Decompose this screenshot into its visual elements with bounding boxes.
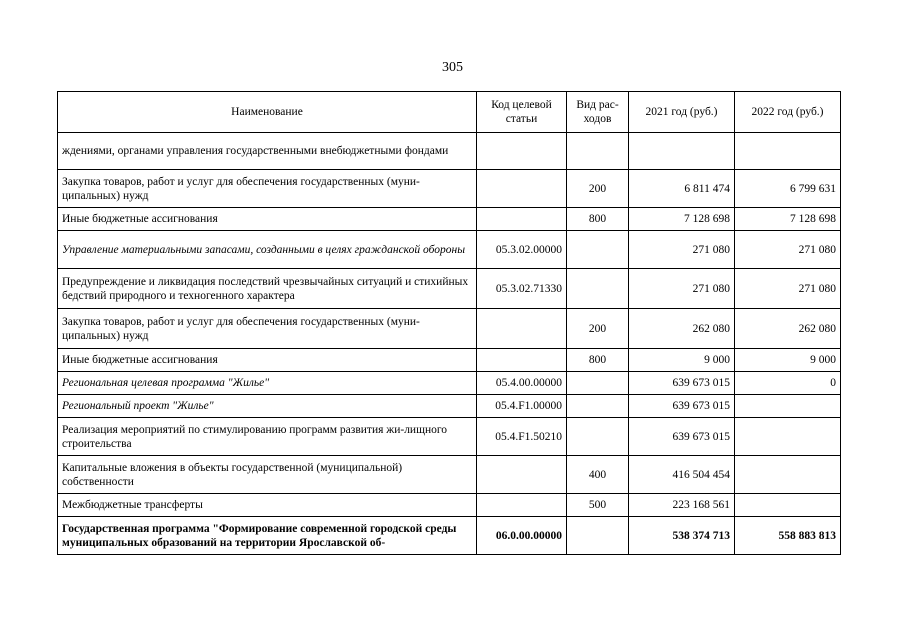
row-code: 05.3.02.00000 [477,231,567,269]
row-2022 [735,494,841,517]
row-2021: 538 374 713 [629,517,735,555]
row-name: Предупреждение и ликвидация последствий чрезвычайных ситуаций и стихийных бедствий природного и техногенного характера [58,269,477,309]
row-code [477,170,567,208]
budget-table [57,91,841,555]
row-kind [567,231,629,269]
row-name: Государственная программа "Формирование современной городской среды муниципальных образований на территории Ярославской об- [58,517,477,555]
row-2022: 558 883 813 [735,517,841,555]
table-row [58,208,841,231]
row-2021: 639 673 015 [629,395,735,418]
row-name: Управление материальными запасами, созданными в целях гражданской обороны [58,231,477,269]
header-name: Наименование [58,92,477,133]
row-2022 [735,418,841,456]
row-name: Реализация мероприятий по стимулированию программ развития жи-лищного строительства [58,418,477,456]
row-2022: 271 080 [735,269,841,309]
row-2021 [629,133,735,170]
row-kind [567,395,629,418]
row-2021: 416 504 454 [629,456,735,494]
row-name: Иные бюджетные ассигнования [58,349,477,372]
row-2022 [735,133,841,170]
row-kind: 800 [567,208,629,231]
row-code: 05.4.F1.50210 [477,418,567,456]
row-2021: 262 080 [629,309,735,349]
row-kind: 200 [567,309,629,349]
table-row [58,133,841,170]
row-code: 05.4.00.00000 [477,372,567,395]
row-2021: 7 128 698 [629,208,735,231]
row-code [477,349,567,372]
row-2022: 0 [735,372,841,395]
row-2022: 7 128 698 [735,208,841,231]
row-2021: 223 168 561 [629,494,735,517]
row-2021: 639 673 015 [629,418,735,456]
table-row [58,395,841,418]
row-kind [567,269,629,309]
row-name: Региональная целевая программа "Жилье" [58,372,477,395]
row-kind [567,517,629,555]
row-code [477,133,567,170]
row-2022 [735,395,841,418]
table-row [58,309,841,349]
row-2021: 271 080 [629,231,735,269]
row-2022: 262 080 [735,309,841,349]
row-kind: 400 [567,456,629,494]
row-code [477,309,567,349]
row-code [477,208,567,231]
row-code: 05.3.02.71330 [477,269,567,309]
row-kind: 500 [567,494,629,517]
header-kind: Вид рас-ходов [567,92,629,133]
table-row [58,494,841,517]
row-kind [567,372,629,395]
row-2021: 9 000 [629,349,735,372]
row-name: Капитальные вложения в объекты государственной (муниципальной) собственности [58,456,477,494]
row-2021: 6 811 474 [629,170,735,208]
table-row [58,170,841,208]
row-2021: 639 673 015 [629,372,735,395]
row-name: ждениями, органами управления государственными внебюджетными фондами [58,133,477,170]
header-2022: 2022 год (руб.) [735,92,841,133]
row-name: Закупка товаров, работ и услуг для обеспечения государственных (муни-ципальных) нужд [58,170,477,208]
row-2022: 9 000 [735,349,841,372]
row-name: Региональный проект "Жилье" [58,395,477,418]
row-name: Межбюджетные трансферты [58,494,477,517]
table-row [58,418,841,456]
row-code: 06.0.00.00000 [477,517,567,555]
header-2021: 2021 год (руб.) [629,92,735,133]
row-2021: 271 080 [629,269,735,309]
table-row [58,269,841,309]
header-code: Код целевой статьи [477,92,567,133]
row-kind: 800 [567,349,629,372]
table-row [58,517,841,555]
row-2022: 271 080 [735,231,841,269]
table-header-row [58,92,841,133]
row-kind [567,418,629,456]
row-2022 [735,456,841,494]
row-name: Закупка товаров, работ и услуг для обеспечения государственных (муни-ципальных) нужд [58,309,477,349]
row-name: Иные бюджетные ассигнования [58,208,477,231]
row-code [477,494,567,517]
table-row [58,372,841,395]
row-2022: 6 799 631 [735,170,841,208]
row-code [477,456,567,494]
table-row [58,231,841,269]
row-kind: 200 [567,170,629,208]
page-number: 305 [442,60,463,75]
table-row [58,349,841,372]
row-kind [567,133,629,170]
row-code: 05.4.F1.00000 [477,395,567,418]
table-row [58,456,841,494]
